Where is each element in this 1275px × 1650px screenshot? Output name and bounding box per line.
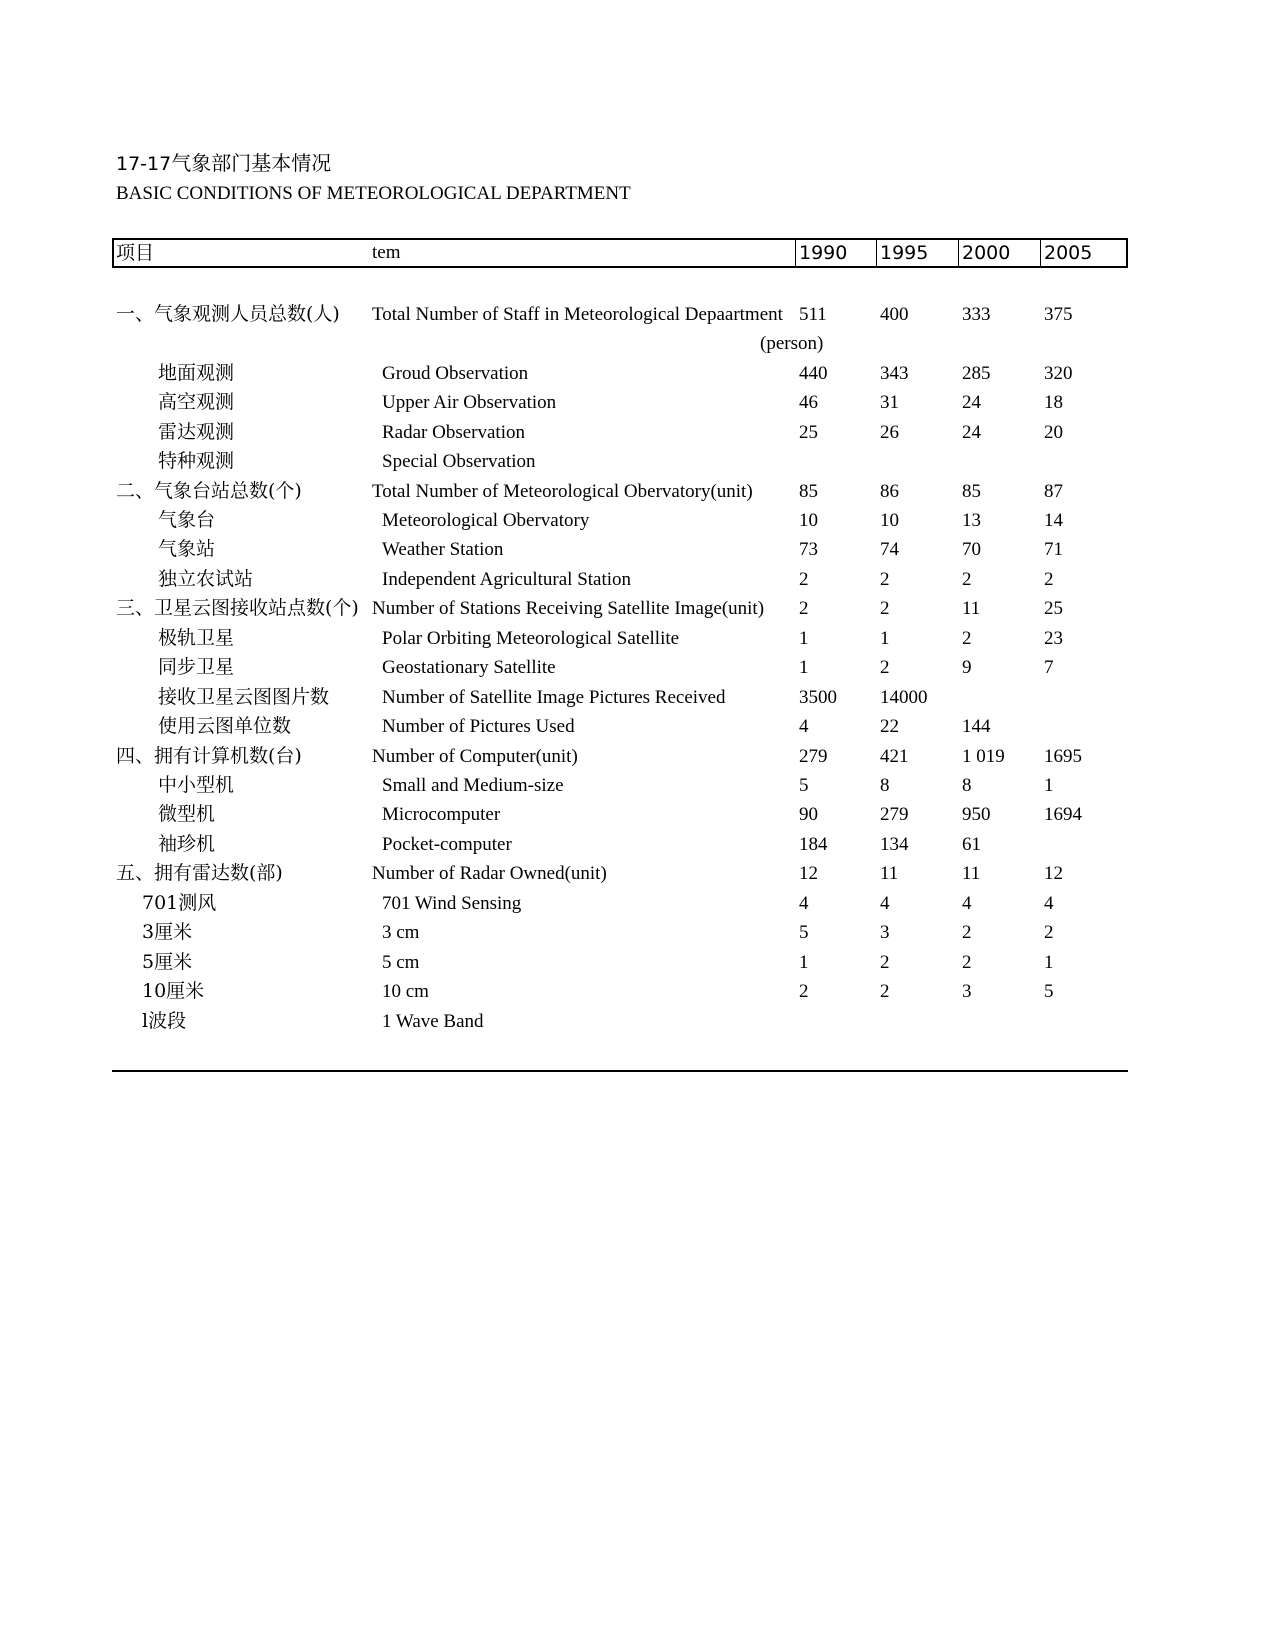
- row-value-1995: 8: [880, 775, 890, 796]
- row-label-en: Independent Agricultural Station: [382, 569, 632, 590]
- row-label-en: Meteorological Obervatory: [382, 510, 590, 531]
- row-label-en: Polar Orbiting Meteorological Satellite: [382, 628, 680, 649]
- header-year-2005: 2005: [1044, 242, 1093, 264]
- header-divider: [1040, 238, 1041, 268]
- row-value-1990: 2: [799, 598, 809, 619]
- row-label-cn: 接收卫星云图图片数: [158, 686, 330, 708]
- row-value-2005: 1: [1044, 775, 1054, 796]
- row-label-en: 3 cm: [382, 922, 420, 943]
- row-label-en: Geostationary Satellite: [382, 657, 556, 678]
- row-value-1990: 5: [799, 775, 809, 796]
- row-value-2005: 320: [1044, 363, 1073, 384]
- row-value-2005: 12: [1044, 863, 1063, 884]
- header-year-1995: 1995: [880, 242, 929, 264]
- row-value-1990: 25: [799, 422, 818, 443]
- row-value-2005: 375: [1044, 304, 1073, 325]
- row-label-en: Number of Radar Owned(unit): [372, 863, 607, 884]
- row-value-2005: 23: [1044, 628, 1063, 649]
- table-row: [0, 889, 1275, 918]
- row-value-2005: 71: [1044, 539, 1063, 560]
- row-value-2005: 14: [1044, 510, 1063, 531]
- table-row: [0, 683, 1275, 712]
- row-value-1995: 74: [880, 539, 899, 560]
- row-value-2000: 11: [962, 598, 981, 619]
- row-value-2000: 144: [962, 716, 991, 737]
- header-year-2000: 2000: [962, 242, 1011, 264]
- row-label-cn: 特种观测: [158, 450, 235, 472]
- row-value-2005: 2: [1044, 569, 1054, 590]
- row-value-2000: 2: [962, 628, 972, 649]
- row-value-1990: 73: [799, 539, 818, 560]
- row-value-1990: 184: [799, 834, 828, 855]
- row-label-en: 701 Wind Sensing: [382, 893, 522, 914]
- row-value-2000: 285: [962, 363, 991, 384]
- table-row: [0, 447, 1275, 476]
- row-value-2005: 2: [1044, 922, 1054, 943]
- table-row: [0, 388, 1275, 417]
- row-value-2005: 1694: [1044, 804, 1082, 825]
- header-divider: [795, 238, 796, 268]
- table-row: [0, 948, 1275, 977]
- row-value-2000: 1 019: [962, 746, 1005, 767]
- table-row: [0, 771, 1275, 800]
- row-value-2000: 2: [962, 569, 972, 590]
- table-row: [0, 594, 1275, 623]
- header-item-en: tem: [372, 242, 401, 263]
- row-value-1990: 3500: [799, 687, 837, 708]
- row-value-1995: 1: [880, 628, 890, 649]
- row-label-cn: l波段: [142, 1010, 187, 1032]
- row-label-cn: 三、卫星云图接收站点数(个): [116, 597, 359, 619]
- row-value-1995: 343: [880, 363, 909, 384]
- row-label-cn: 同步卫星: [158, 656, 235, 678]
- row-label-cn: 701测风: [142, 892, 217, 914]
- row-value-1990: 4: [799, 893, 809, 914]
- row-value-1990: 1: [799, 657, 809, 678]
- row-value-1995: 22: [880, 716, 899, 737]
- row-label-cn: 二、气象台站总数(个): [116, 480, 302, 502]
- table-row: [0, 977, 1275, 1006]
- row-value-1990: 2: [799, 981, 809, 1002]
- table-row: [0, 477, 1275, 506]
- table-row: [0, 859, 1275, 888]
- row-label-en: Groud Observation: [382, 363, 529, 384]
- row-label-en: Total Number of Staff in Meteorological Depaartment: [372, 304, 783, 325]
- row-value-2000: 2: [962, 922, 972, 943]
- row-value-2005: 1695: [1044, 746, 1082, 767]
- row-value-2005: 4: [1044, 893, 1054, 914]
- row-value-1995: 10: [880, 510, 899, 531]
- row-value-1990: 440: [799, 363, 828, 384]
- row-value-2000: 9: [962, 657, 972, 678]
- row-value-1995: 2: [880, 569, 890, 590]
- row-value-2000: 24: [962, 392, 981, 413]
- table-row: [0, 800, 1275, 829]
- row-label-en: Total Number of Meteorological Obervatory(unit): [372, 481, 753, 502]
- row-value-2000: 950: [962, 804, 991, 825]
- row-value-2000: 8: [962, 775, 972, 796]
- row-value-2005: 25: [1044, 598, 1063, 619]
- row-label-en: 1 Wave Band: [382, 1011, 484, 1032]
- row-value-1995: 11: [880, 863, 899, 884]
- row-value-2000: 61: [962, 834, 981, 855]
- row-value-2000: 85: [962, 481, 981, 502]
- header-divider: [876, 238, 877, 268]
- header-year-1990: 1990: [799, 242, 848, 264]
- row-value-1995: 2: [880, 981, 890, 1002]
- header-item-cn: 项目: [116, 242, 155, 264]
- row-label-cn: 地面观测: [158, 362, 235, 384]
- row-label-cn: 独立农试站: [158, 568, 254, 590]
- row-value-2000: 70: [962, 539, 981, 560]
- row-label-cn: 中小型机: [158, 774, 235, 796]
- row-value-2000: 2: [962, 952, 972, 973]
- table-row: [0, 1007, 1275, 1036]
- row-label-cn: 五、拥有雷达数(部): [116, 862, 283, 884]
- table-row: [0, 300, 1275, 329]
- row-value-2005: 18: [1044, 392, 1063, 413]
- row-value-2005: 20: [1044, 422, 1063, 443]
- row-label-en: Special Observation: [382, 451, 536, 472]
- row-value-1995: 31: [880, 392, 899, 413]
- row-label-cn: 袖珍机: [158, 833, 216, 855]
- row-label-en: Radar Observation: [382, 422, 525, 443]
- row-value-1995: 279: [880, 804, 909, 825]
- row-value-2005: 1: [1044, 952, 1054, 973]
- row-value-1995: 421: [880, 746, 909, 767]
- unit-note: (person): [760, 333, 824, 354]
- row-label-cn: 一、气象观测人员总数(人): [116, 303, 340, 325]
- row-label-en: Number of Stations Receiving Satellite Image(unit): [372, 598, 765, 619]
- row-value-1990: 4: [799, 716, 809, 737]
- row-value-1995: 400: [880, 304, 909, 325]
- table-row: [0, 535, 1275, 564]
- header-divider: [958, 238, 959, 268]
- row-label-en: Microcomputer: [382, 804, 501, 825]
- row-value-1995: 14000: [880, 687, 928, 708]
- row-label-en: Pocket-computer: [382, 834, 512, 855]
- table-row: [0, 418, 1275, 447]
- row-value-1990: 46: [799, 392, 818, 413]
- row-label-cn: 5厘米: [142, 951, 193, 973]
- table-row: [0, 565, 1275, 594]
- row-label-en: 10 cm: [382, 981, 429, 1002]
- row-value-1995: 2: [880, 952, 890, 973]
- row-value-2005: 5: [1044, 981, 1054, 1002]
- page-title-en: BASIC CONDITIONS OF METEOROLOGICAL DEPARTMENT: [116, 183, 631, 204]
- row-value-2000: 13: [962, 510, 981, 531]
- row-label-en: Weather Station: [382, 539, 504, 560]
- row-value-1990: 12: [799, 863, 818, 884]
- row-label-en: Small and Medium-size: [382, 775, 564, 796]
- row-value-1995: 2: [880, 598, 890, 619]
- row-label-cn: 四、拥有计算机数(台): [116, 745, 302, 767]
- page-title-cn: [116, 152, 331, 176]
- row-value-2000: 3: [962, 981, 972, 1002]
- row-value-1990: 1: [799, 952, 809, 973]
- row-label-en: Number of Satellite Image Pictures Received: [382, 687, 726, 708]
- table-row: [0, 712, 1275, 741]
- table-row: [0, 506, 1275, 535]
- row-label-cn: 雷达观测: [158, 421, 235, 443]
- table-number: 17-17: [116, 153, 172, 175]
- row-label-cn: 气象站: [158, 538, 216, 560]
- row-value-2000: 11: [962, 863, 981, 884]
- row-value-1995: 4: [880, 893, 890, 914]
- row-value-2000: 24: [962, 422, 981, 443]
- row-label-en: Number of Pictures Used: [382, 716, 575, 737]
- row-label-cn: 微型机: [158, 803, 216, 825]
- row-label-cn: 使用云图单位数: [158, 715, 292, 737]
- row-value-2005: 7: [1044, 657, 1054, 678]
- row-value-1990: 511: [799, 304, 827, 325]
- row-value-1990: 5: [799, 922, 809, 943]
- row-value-1990: 2: [799, 569, 809, 590]
- row-value-1995: 26: [880, 422, 899, 443]
- row-value-1990: 85: [799, 481, 818, 502]
- title-cn-text: 气象部门基本情况: [171, 153, 332, 175]
- bottom-rule: [112, 1070, 1128, 1072]
- row-value-1990: 279: [799, 746, 828, 767]
- row-label-cn: 极轨卫星: [158, 627, 235, 649]
- row-value-2000: 4: [962, 893, 972, 914]
- row-label-en: Upper Air Observation: [382, 392, 557, 413]
- row-value-1995: 86: [880, 481, 899, 502]
- row-label-en: 5 cm: [382, 952, 420, 973]
- row-label-en: Number of Computer(unit): [372, 746, 578, 767]
- row-label-cn: 高空观测: [158, 391, 235, 413]
- table-row: [0, 653, 1275, 682]
- table-row: [0, 624, 1275, 653]
- row-value-1995: 2: [880, 657, 890, 678]
- row-label-cn: 10厘米: [142, 980, 205, 1002]
- row-value-1995: 3: [880, 922, 890, 943]
- row-value-1990: 90: [799, 804, 818, 825]
- row-label-cn: 3厘米: [142, 921, 193, 943]
- table-row: [0, 918, 1275, 947]
- row-value-2005: 87: [1044, 481, 1063, 502]
- row-value-1990: 10: [799, 510, 818, 531]
- table-row: [0, 742, 1275, 771]
- row-value-1990: 1: [799, 628, 809, 649]
- table-row: [0, 359, 1275, 388]
- table-row: [0, 830, 1275, 859]
- row-value-1995: 134: [880, 834, 909, 855]
- row-value-2000: 333: [962, 304, 991, 325]
- row-label-cn: 气象台: [158, 509, 216, 531]
